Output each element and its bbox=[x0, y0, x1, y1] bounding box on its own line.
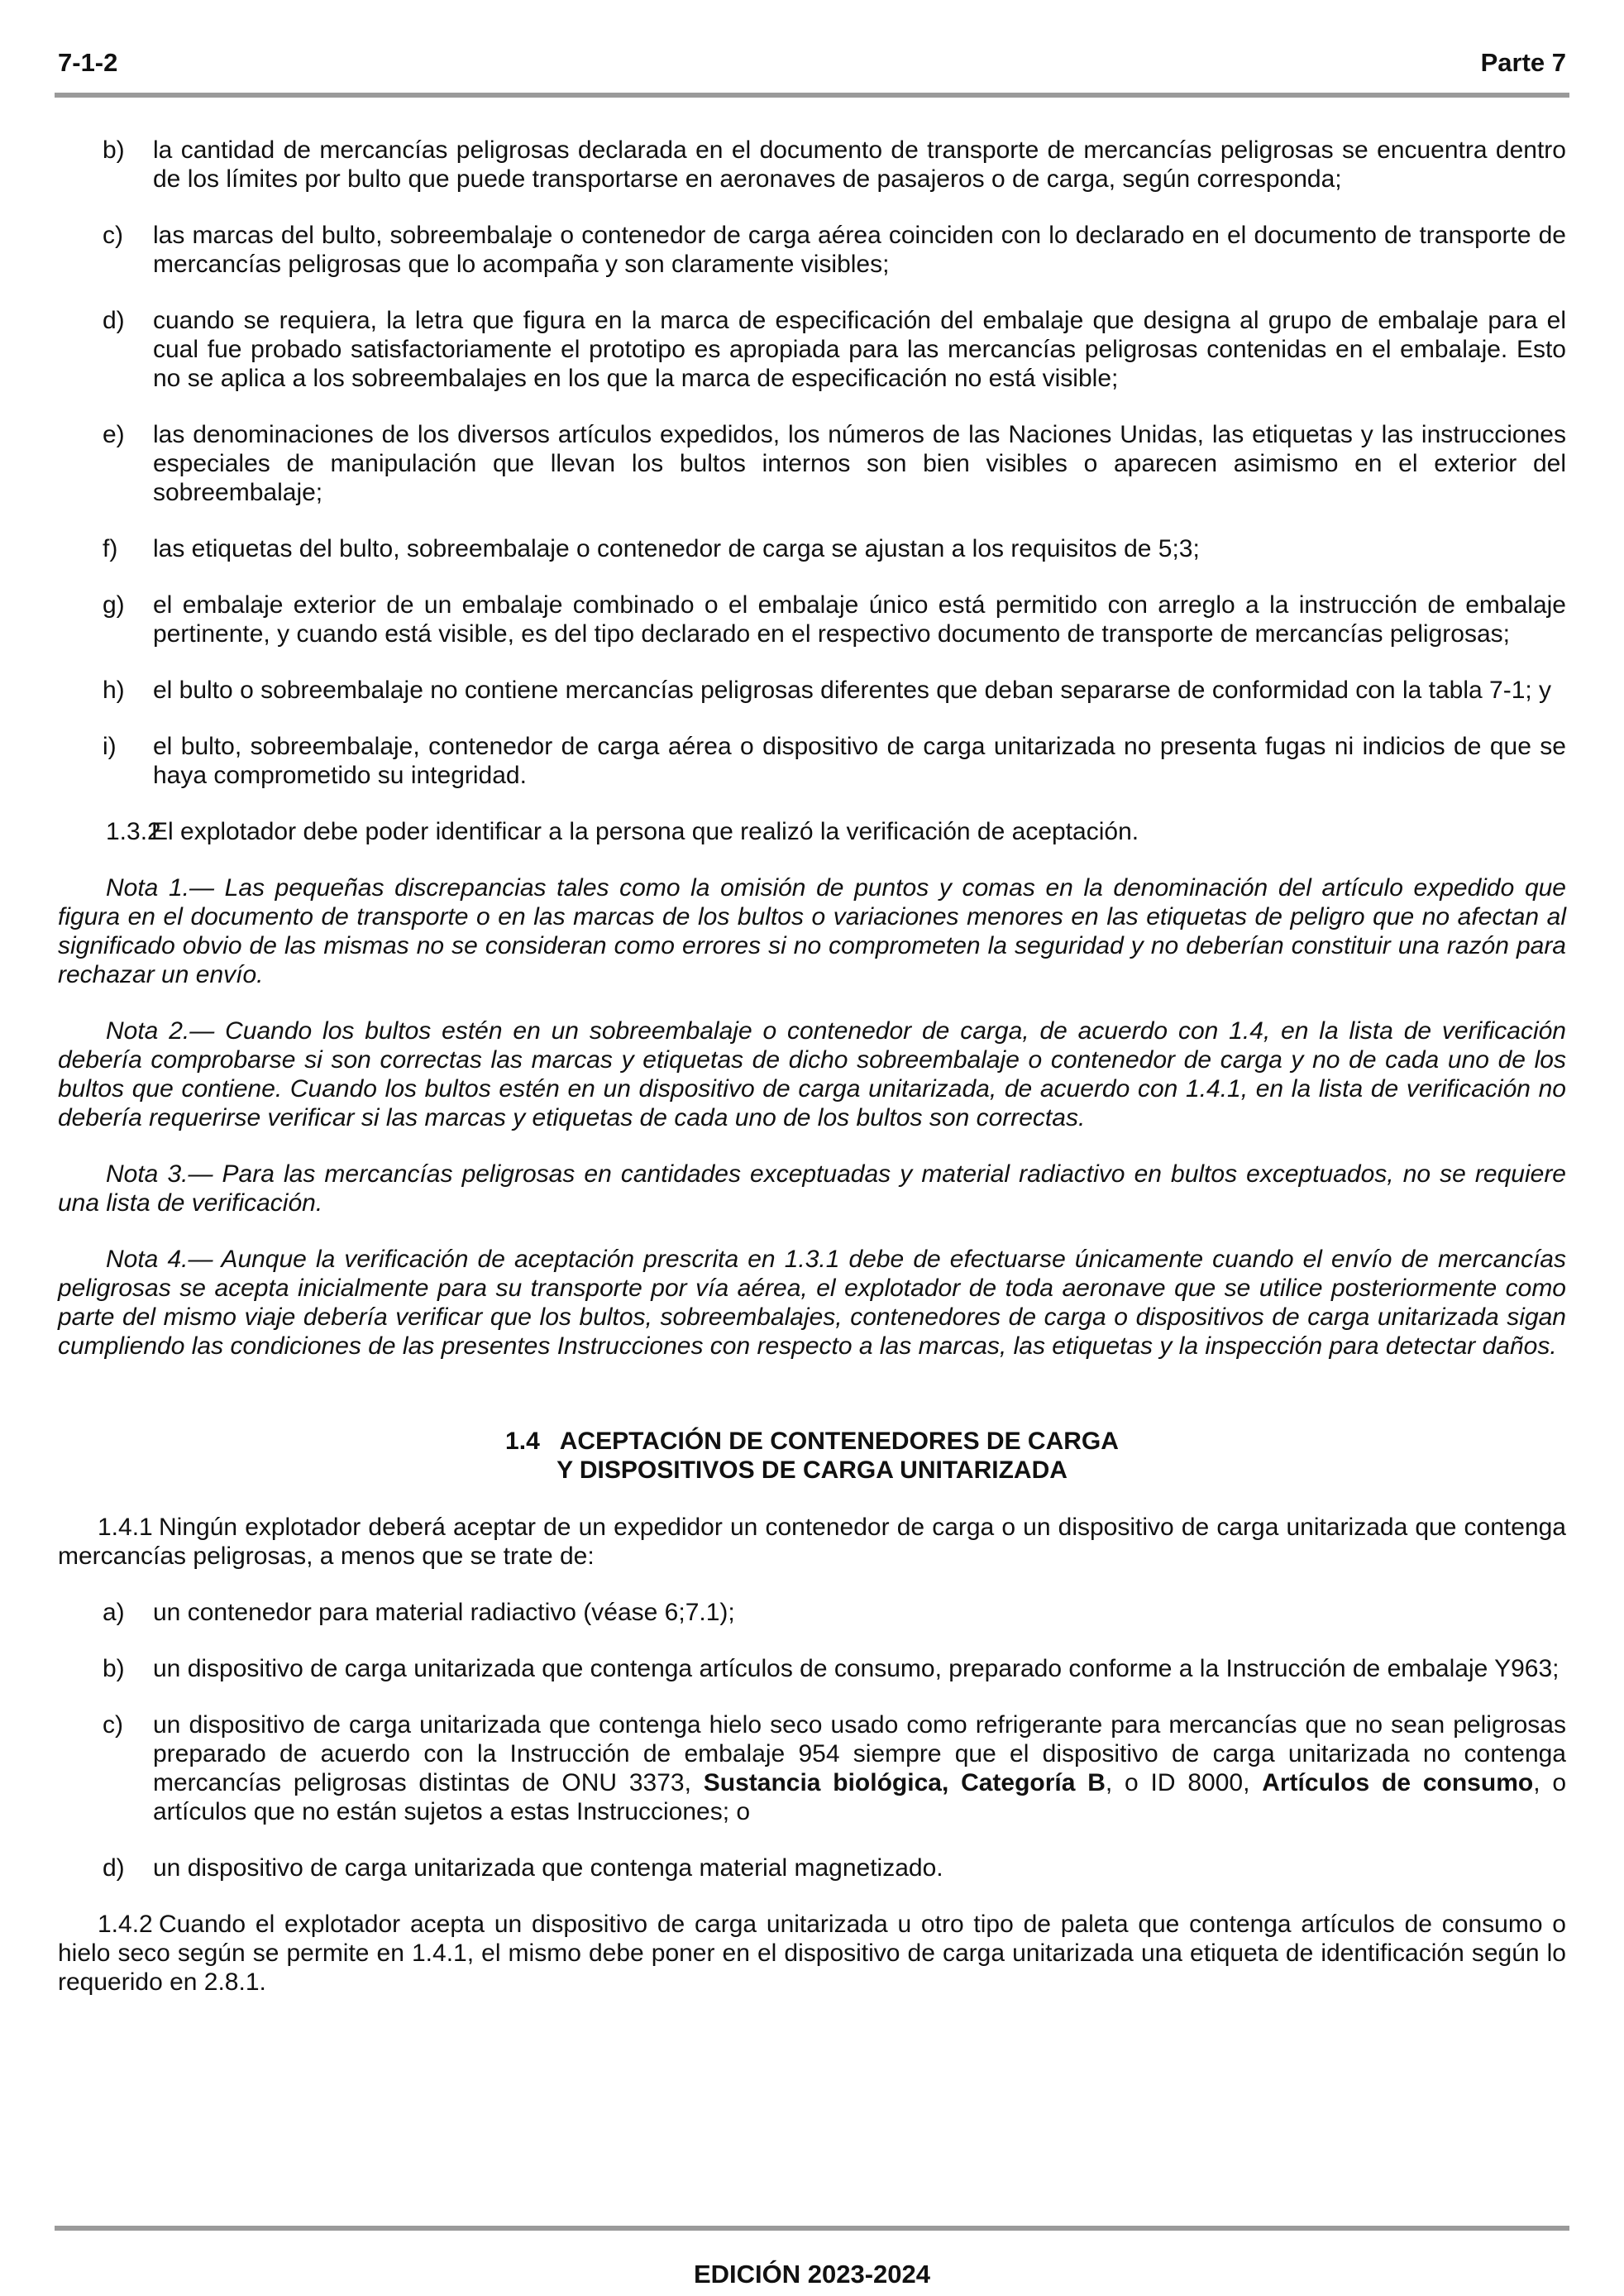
item-text-bold: Artículos de consumo bbox=[1262, 1769, 1534, 1796]
item-text: las denominaciones de los diversos artículos expedidos, los números de las Naciones Unidas, las etiquetas y las instrucciones especiales de manipulación que llevan los bultos internos son bien visibles o aparecen asimismo en el exterior del sobreembalaje; bbox=[153, 421, 1566, 506]
item-text: un dispositivo de carga unitarizada que contenga artículos de consumo, preparado conforme a la Instrucción de embalaje Y963; bbox=[153, 1655, 1560, 1682]
item-label: b) bbox=[103, 1655, 125, 1682]
list-item-c bbox=[58, 1710, 1566, 1826]
section-number: 1.4 bbox=[505, 1428, 540, 1455]
item-text: un dispositivo de carga unitarizada que contenga hielo seco usado como refrigerante para mercancías que no sean peligrosas preparado de acuerdo con la Instrucción de embalaje 954 siempre que el dispositivo de carga unitarizada no contenga mercancías peligrosas distintas de ONU 3373, bbox=[153, 1711, 1566, 1796]
list-item-b bbox=[58, 136, 1566, 194]
note-2: Nota 2.— Cuando los bultos estén en un sobreembalaje o contenedor de carga, de acuerdo con 1.4, en la lista de verificación debería comprobarse si son correctas las marcas y etiquetas de dicho sobreembalaje o contenedor de carga y no de cada uno de los bultos que contiene. Cuando los bultos estén en un dispositivo de carga unitarizada, de acuerdo con 1.4.1, en la lista de verificación no debería requerirse verificar si las marcas y etiquetas de cada uno de los bultos son correctas. bbox=[58, 1017, 1566, 1131]
header-rule bbox=[55, 93, 1569, 98]
item-label: c) bbox=[103, 1711, 123, 1739]
list-item-e bbox=[58, 420, 1566, 507]
item-text-bold: Sustancia biológica, Categoría B bbox=[703, 1769, 1106, 1796]
page-number: 7-1-2 bbox=[58, 48, 118, 77]
item-text: el embalaje exterior de un embalaje combinado o el embalaje único está permitido con arreglo a la instrucción de embalaje pertinente, y cuando está visible, es del tipo declarado en el respectivo documento de transporte de mercancías peligrosas; bbox=[153, 591, 1566, 648]
item-label: d) bbox=[103, 307, 125, 334]
list-item-f bbox=[58, 534, 1566, 563]
item-text: un contenedor para material radiactivo (véase 6;7.1); bbox=[153, 1599, 735, 1626]
item-text: , o ID 8000, bbox=[1105, 1769, 1263, 1796]
note-4: Nota 4.— Aunque la verificación de aceptación prescrita en 1.3.1 debe de efectuarse únicamente cuando el envío de mercancías peligrosas se acepta inicialmente para su transporte por vía aérea, el explotador de toda aeronave que se utilice posteriormente como parte del mismo viaje debería verificar que los bultos, sobreembalajes, contenedores de carga o dispositivos de carga unitarizada sigan cumpliendo las condiciones de las presentes Instrucciones con respecto a las marcas, las etiquetas y la inspección para detectar daños. bbox=[58, 1246, 1566, 1360]
paragraph-1-4-1 bbox=[58, 1513, 1566, 1571]
note-3: Nota 3.— Para las mercancías peligrosas en cantidades exceptuadas y material radiactivo en bultos exceptuados, no se requiere una lista de verificación. bbox=[58, 1160, 1566, 1217]
footer-rule bbox=[55, 2226, 1569, 2231]
item-label: h) bbox=[103, 677, 125, 704]
list-item-g bbox=[58, 591, 1566, 648]
section-heading bbox=[58, 1427, 1566, 1485]
footer-edition: EDICIÓN 2023-2024 bbox=[693, 2260, 931, 2289]
list-item-d bbox=[58, 306, 1566, 393]
item-text: las etiquetas del bulto, sobreembalaje o contenedor de carga se ajustan a los requisitos de 5;3; bbox=[153, 535, 1200, 562]
paragraph-1-3-2 bbox=[58, 817, 1566, 846]
note-1: Nota 1.— Las pequeñas discrepancias tales como la omisión de puntos y comas en la denominación del artículo expedido que figura en el documento de transporte o en las marcas de los bultos o variaciones menores en las etiquetas de peligro que no afectan al significado obvio de las mismas no se consideran como errores si no comprometen la seguridad y no deberían constituir una razón para rechazar un envío. bbox=[58, 874, 1566, 988]
part-label: Parte 7 bbox=[1480, 48, 1566, 77]
paragraph-text: El explotador debe poder identificar a la persona que realizó la verificación de aceptación. bbox=[151, 818, 1139, 845]
item-text: las marcas del bulto, sobreembalaje o contenedor de carga aérea coinciden con lo declarado en el documento de transporte de mercancías peligrosas que lo acompaña y son claramente visibles; bbox=[153, 222, 1566, 278]
paragraph-1-4-2 bbox=[58, 1910, 1566, 1997]
item-label: g) bbox=[103, 591, 125, 619]
item-text: la cantidad de mercancías peligrosas declarada en el documento de transporte de mercancías peligrosas se encuentra dentro de los límites por bulto que puede transportarse en aeronaves de pasajeros o de carga, según corresponda; bbox=[153, 136, 1566, 193]
page-header bbox=[58, 48, 1566, 81]
item-label: b) bbox=[103, 136, 125, 164]
paragraph-text: Ningún explotador deberá aceptar de un expedidor un contenedor de carga o un dispositivo de carga unitarizada que contenga mercancías peligrosas, a menos que se trate de: bbox=[58, 1514, 1566, 1570]
list-item-b bbox=[58, 1654, 1566, 1683]
list-item-a bbox=[58, 1598, 1566, 1627]
item-text: cuando se requiera, la letra que figura en la marca de especificación del embalaje que designa al grupo de embalaje para el cual fue probado satisfactoriamente el prototipo es apropiada para las mercancías peligrosas contenidas en el embalaje. Esto no se aplica a los sobreembalajes en los que la marca de especificación no está visible; bbox=[153, 307, 1566, 392]
item-label: c) bbox=[103, 222, 123, 249]
paragraph-text: Cuando el explotador acepta un dispositivo de carga unitarizada u otro tipo de paleta que contenga artículos de consumo o hielo seco según se permite en 1.4.1, el mismo debe poner en el dispositivo de carga unitarizada una etiqueta de identificación según lo requerido en 2.8.1. bbox=[58, 1911, 1566, 1996]
item-text: , o artículos que no están sujetos a estas Instrucciones; o bbox=[153, 1769, 1567, 1825]
paragraph-number: 1.3.2 bbox=[106, 818, 161, 845]
section-title-line1: ACEPTACIÓN DE CONTENEDORES DE CARGA bbox=[559, 1428, 1119, 1455]
item-label: e) bbox=[103, 421, 125, 448]
list-item-i bbox=[58, 732, 1566, 790]
item-text: un dispositivo de carga unitarizada que contenga material magnetizado. bbox=[153, 1854, 943, 1882]
section-title-line2: Y DISPOSITIVOS DE CARGA UNITARIZADA bbox=[556, 1457, 1068, 1484]
item-text: el bulto, sobreembalaje, contenedor de carga aérea o dispositivo de carga unitarizada no presenta fugas ni indicios de que se haya comprometido su integridad. bbox=[153, 733, 1566, 789]
item-label: a) bbox=[103, 1599, 125, 1626]
paragraph-number: 1.4.1 bbox=[98, 1514, 153, 1541]
item-text: el bulto o sobreembalaje no contiene mercancías peligrosas diferentes que deban separarse de conformidad con la tabla 7-1; y bbox=[153, 677, 1552, 704]
list-item-d bbox=[58, 1854, 1566, 1882]
item-label: d) bbox=[103, 1854, 125, 1882]
item-label: i) bbox=[103, 733, 117, 760]
list-item-c bbox=[58, 221, 1566, 279]
list-item-h bbox=[58, 676, 1566, 705]
item-label: f) bbox=[103, 535, 118, 562]
body-content bbox=[58, 136, 1566, 2024]
paragraph-number: 1.4.2 bbox=[98, 1911, 153, 1938]
